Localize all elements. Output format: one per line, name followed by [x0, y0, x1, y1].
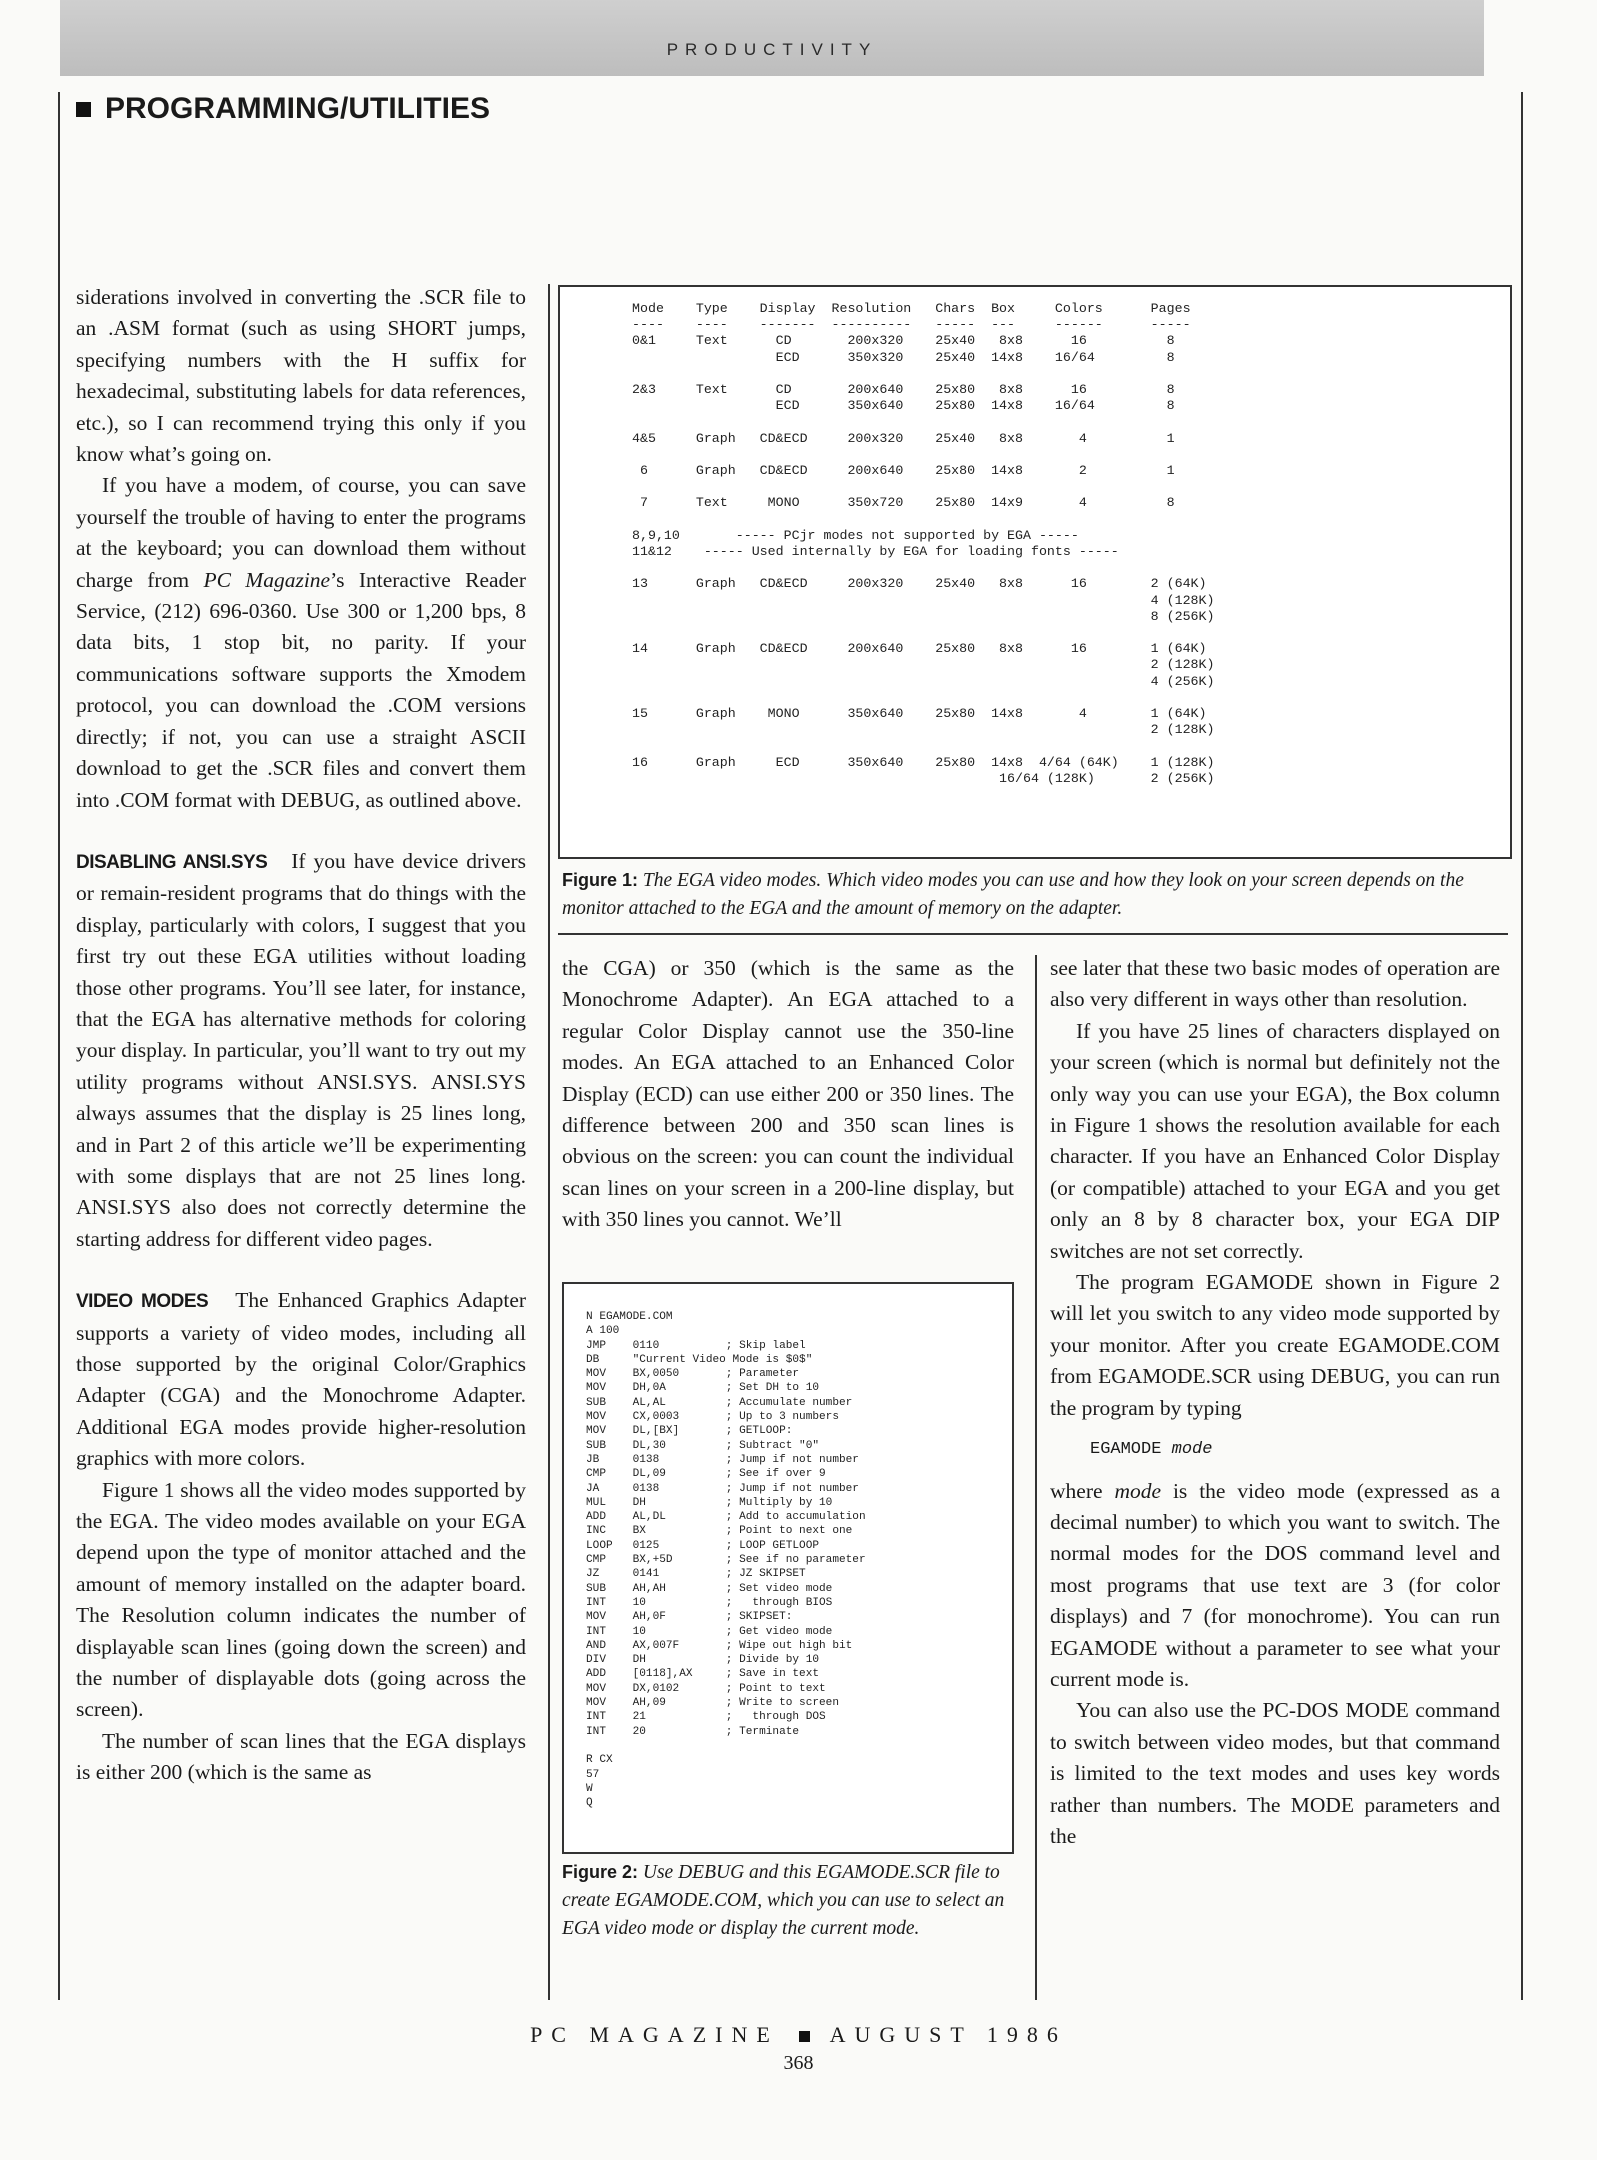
square-bullet-icon [76, 102, 91, 117]
section-title: PROGRAMMING/UTILITIES [105, 92, 490, 125]
left-page-rule [58, 92, 60, 2000]
figure1-bottom-rule [558, 933, 1508, 935]
header-bar [60, 0, 1484, 76]
figure2-caption [562, 1858, 1022, 1943]
col1-paragraph-4: VIDEO MODES The Enhanced Graphics Adapter supports a variety of video modes, including all those supported by the original Color/Graphics Adapter (CGA) and the Monochrome Adapter. Additional EGA modes provide higher-resolution graphics with more colors. [76, 1288, 527, 1471]
figure1-listing: Mode Type Display Resolution Chars Box Colors Pages ---- ---- ------- ---------- ----- --- ------ ----- 0&1 Text CD 200x320 25x40 8x8 16 8 ECD 350x320 25x40 14x8 16/64 8 2&3 Text CD 200x640 25x80 8x8 16 8 ECD 350x640 25x80 14x8 16/64 8 4&5 Graph CD&ECD 200x320 25x40 8x8 4 1 6 Graph CD&ECD 200x640 25x80 14x8 2 1 7 Text MONO 350x720 25x80 14x9 4 8 8,9,10 ----- PCjr modes not supported by EGA ----- 11&12 ----- Used internally by EGA for loading fonts ----- 13 Graph CD&ECD 200x320 25x40 8x8 16 2 (64K) 4 (128K) 8 (256K) 14 Graph CD&ECD 200x640 25x80 8x8 16 1 (64K) 2 (128K) 4 (256K) 15 Graph MONO 350x640 25x80 14x8 4 1 (64K) 2 (128K) 16 Graph ECD 350x640 25x80 14x8 4/64 (64K) 1 (128K) 16/64 (128K) 2 (256K) [632, 301, 1215, 786]
footer-square-icon [799, 2031, 810, 2042]
subhead-video-modes: VIDEO MODES [76, 1291, 209, 1313]
right-page-rule [1521, 92, 1523, 2000]
col3-paragraph-4: where mode is the video mode (expressed as a decimal number) to which you want to switch. The normal modes for the DOS command level and most programs that use text are 3 (for color displays) and 7 (for monochrome). You can run EGAMODE without a parameter to see what your current mode is. [1050, 1478, 1500, 1691]
col2-paragraph-1: the CGA) or 350 (which is the same as the Monochrome Adapter). An EGA attached to a regular Color Display cannot use the 350-line modes. An EGA attached to an Enhanced Color Display (ECD) can use either 200 or 350 lines. The difference between 200 and 350 scan lines is obvious on the screen: you can count the individual scan lines on your screen in a 200-line display, but with 350 lines you cannot. We’ll [562, 956, 1014, 1232]
subhead-disabling-ansi: DISABLING ANSI.SYS [76, 851, 268, 873]
col1-paragraph-3: DISABLING ANSI.SYS If you have device drivers or remain-resident programs that do things with the display, particularly with colors, I suggest that you first try out these EGA utilities without loading those other programs. You’ll see later, for instance, that the EGA has alternative methods for coloring your display. In particular, you’ll want to try out my utility programs without ANSI.SYS. ANSI.SYS always assumes that the display is 25 lines long, and in Part 2 of this article we’ll be experimenting with some displays that are not 25 lines long. ANSI.SYS also does not correctly determine the starting address for different video pages. [76, 848, 527, 1251]
col1-paragraph-5: Figure 1 shows all the video modes supported by the EGA. The video modes available on your EGA depend upon the type of monitor attached and the amount of memory installed on the adapter board. The Resolution column indicates the number of displayable scan lines (going down the screen) and the number of displayable dots (going across the screen). [76, 1477, 526, 1722]
col3-paragraph-5: You can also use the PC-DOS MODE command to switch between video modes, but that command is limited to the text modes and uses key words rather than numbers. The MODE parameters and the [1050, 1698, 1500, 1848]
column-2 [562, 953, 1014, 1236]
figure2-listing: N EGAMODE.COM A 100 JMP 0110 ; Skip label DB "Current Video Mode is $0$" MOV BX,0050 ; Parameter MOV DH,0A ; Set DH to 10 SUB AL,AL ; Accumulate number MOV CX,0003 ; Up to 3 numbers MOV DL,[BX] ; GETLOOP: SUB DL,30 ; Subtract "0" JB 0138 ; Jump if not number CMP DL,09 ; See if over 9 JA 0138 ; Jump if not number MUL DH ; Multiply by 10 ADD AL,DL ; Add to accumulation INC BX ; Point to next one LOOP 0125 ; LOOP GETLOOP CMP BX,+5D ; See if no parameter JZ 0141 ; JZ SKIPSET SUB AH,AH ; Set video mode INT 10 ; through BIOS MOV AH,0F ; SKIPSET: INT 10 ; Get video mode AND AX,007F ; Wipe out high bit DIV DH ; Divide by 10 ADD [0118],AX ; Save in text MOV DX,0102 ; Point to text MOV AH,09 ; Write to screen INT 21 ; through DOS INT 20 ; Terminate R CX 57 W Q [586, 1311, 866, 1810]
col3-paragraph-2: If you have 25 lines of characters displayed on your screen (which is normal but definitely not the only way you can use your EGA), the Box column in Figure 1 shows the resolution available for each character. If you have an Enhanced Color Display (or compatible) attached to your EGA and you get only an 8 by 8 character box, your EGA DIP switches are not set correctly. [1050, 1018, 1500, 1263]
col3-paragraph-3: The program EGAMODE shown in Figure 2 will let you switch to any video mode supported by your monitor. After you create EGAMODE.COM from EGAMODE.SCR using DEBUG, you can run the program by typing [1050, 1270, 1500, 1420]
column-1 [76, 282, 526, 1789]
page-footer [0, 2022, 1597, 2048]
col3-paragraph-1: see later that these two basic modes of operation are also very different in ways other than resolution. [1050, 956, 1500, 1012]
section-heading [76, 92, 490, 126]
figure2-caption-text: Use DEBUG and this EGAMODE.SCR file to create EGAMODE.COM, which you can use to select an EGA video mode or display the current mode. [562, 1862, 1005, 1939]
figure1-caption [562, 866, 1508, 923]
footer-magazine: PC MAGAZINE [530, 2022, 779, 2047]
column-3 [1050, 953, 1500, 1852]
page-number: 368 [783, 2052, 814, 2074]
column-rule-1 [548, 284, 550, 2000]
col1-paragraph-6: The number of scan lines that the EGA displays is either 200 (which is the same as [76, 1728, 526, 1785]
figure1-label: Figure 1: [562, 870, 639, 890]
footer-date: AUGUST 1986 [829, 2022, 1067, 2047]
section-kicker: PRODUCTIVITY [666, 40, 878, 59]
command-example: EGAMODE mode [1090, 1440, 1213, 1460]
figure2-label: Figure 2: [562, 1862, 639, 1882]
figure2-listing-box [562, 1282, 1014, 1854]
figure1-caption-text: The EGA video modes. Which video modes you can use and how they look on your screen depends on the monitor attached to the EGA and the amount of memory on the adapter. [562, 870, 1464, 919]
column-rule-2 [1035, 955, 1037, 2000]
col1-paragraph-1: siderations involved in converting the .SCR file to an .ASM format (such as using SHORT jumps, specifying numbers with the H suffix for hexadecimal, substituting labels for data references, etc.), so I can recommend trying this only if you know what’s going on. [76, 285, 526, 467]
figure1-table [558, 285, 1512, 859]
col1-paragraph-2: If you have a modem, of course, you can save yourself the trouble of having to enter the programs at the keyboard; you can download them without charge from PC Magazine’s Interactive Reader Service, (212) 696-0360. Use 300 or 1,200 bps, 8 data bits, 1 stop bit, no parity. If your communications software supports the Xmodem protocol, you can download the .COM versions directly; if not, you can use a straight ASCII download to get the .SCR files and convert them into .COM format with DEBUG, as outlined above. [76, 473, 526, 812]
